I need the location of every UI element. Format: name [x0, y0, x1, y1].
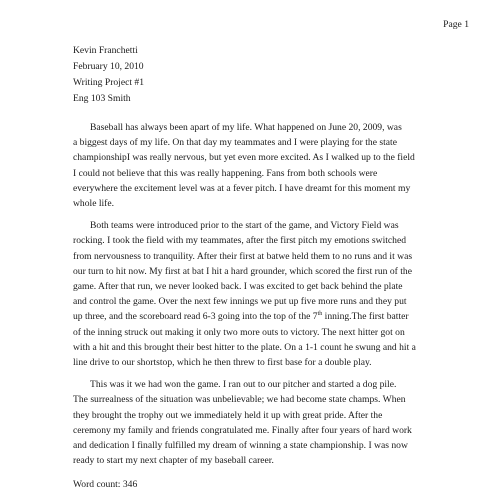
- paragraph-line: everywhere the excitement level was at a fever pitch. I have dreamt for this moment my: [73, 182, 411, 194]
- paragraph-line: with a hit and this brought their best hitter to the plate. On a 1-1 count he swung and hit a: [73, 341, 416, 353]
- paragraph-2: [73, 218, 425, 370]
- paragraph-line: championshipI was really nervous, but yet even more excited. As I walked up to the field: [73, 152, 415, 164]
- paragraph-line: The surrealness of the situation was unbelievable; we had become state champs. When: [73, 394, 406, 406]
- paragraph-line: I could not believe that this was really happening. Fans from both schools were: [73, 167, 378, 179]
- ordinal-superscript: th: [317, 311, 323, 318]
- word-count: Word count: 346: [73, 479, 138, 491]
- author-name: Kevin Franchetti: [73, 45, 138, 56]
- paragraph-line: from nervousness to tranquility. After their first at batwe held them to no runs and it was: [73, 250, 413, 262]
- paragraph-line: of the inning struck out making it only two more outs to victory. The next hitter got on: [73, 326, 405, 338]
- paragraph-line: a biggest days of my life. On that day my teammates and I were playing for the state: [73, 137, 397, 149]
- paragraph-3: [73, 377, 425, 468]
- paragraph-line: whole life.: [73, 198, 115, 210]
- paragraph-line: rocking. I took the field with my teammates, after the first pitch my emotions switched: [73, 235, 407, 247]
- page-number: Page 1: [443, 19, 469, 30]
- paragraph-line: Baseball has always been apart of my life. What happened on June 20, 2009, was: [90, 122, 402, 133]
- paragraph-line: our turn to hit now. My first at bat I hit a hard grounder, which scored the first run of the: [73, 265, 412, 277]
- assignment-title: Writing Project #1: [73, 77, 145, 88]
- line-text-before: up three, and the scoreboard read 6-3 going into the top of the 7: [73, 311, 318, 323]
- paragraph-line: they brought the trophy out we immediately held it up with great pride. After the: [73, 409, 383, 421]
- document-date: February 10, 2010: [73, 61, 144, 72]
- paragraph-line: game. After that run, we never looked back. I was excited to get back behind the plate: [73, 281, 403, 293]
- course-name: Eng 103 Smith: [73, 93, 131, 104]
- paragraph-line: Both teams were introduced prior to the start of the game, and Victory Field was: [90, 220, 399, 232]
- paragraph-1: [73, 120, 425, 211]
- paragraph-line: ceremony my family and friends congratulated me. Finally after four years of hard work: [73, 424, 412, 436]
- paragraph-line: line drive to our shortstop, which he then threw to first base for a double play.: [73, 357, 372, 369]
- paragraph-line: ready to start my next chapter of my baseball career.: [73, 455, 274, 467]
- document-header: [73, 43, 144, 107]
- paragraph-line: and control the game. Over the next few innings we put up five more runs and they put: [73, 296, 407, 308]
- essay-body: [73, 120, 425, 493]
- paragraph-line: This was it we had won the game. I ran out to our pitcher and started a dog pile.: [90, 379, 397, 391]
- line-text-after: inning.The first batter: [322, 311, 409, 323]
- paragraph-line: and dedication I finally fulfilled my dream of winning a state championship. I was now: [73, 440, 408, 452]
- paragraph-line-superscript: [73, 309, 425, 324]
